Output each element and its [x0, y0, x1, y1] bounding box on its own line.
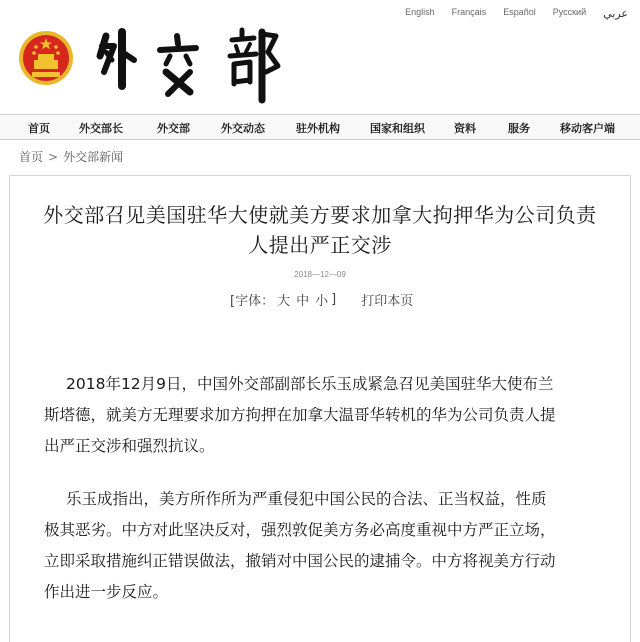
- breadcrumb-home[interactable]: 首页: [19, 150, 44, 164]
- paragraph-line: 乐玉成指出，美方所作所为严重侵犯中国公民的合法、正当权益，性质: [66, 490, 547, 508]
- lang-english[interactable]: English: [405, 7, 435, 17]
- nav-services[interactable]: 服务: [508, 122, 530, 135]
- nav-resources[interactable]: 资料: [454, 122, 476, 135]
- font-size-large-button[interactable]: 大: [277, 294, 291, 309]
- article-title-line: 人提出严正交涉: [248, 233, 392, 257]
- font-size-label: [字体：: [230, 294, 275, 309]
- main-nav: [0, 114, 640, 140]
- language-bar: [388, 7, 628, 20]
- ministry-logo[interactable]: [92, 22, 282, 104]
- nav-countries-organizations[interactable]: 国家和组织: [370, 122, 425, 135]
- article-paragraph: [44, 484, 606, 608]
- article-tools: [230, 290, 413, 309]
- lang-french[interactable]: Français: [451, 7, 487, 17]
- national-emblem-icon[interactable]: [18, 30, 74, 86]
- breadcrumb: [19, 148, 123, 165]
- nav-mobile-client[interactable]: 移动客户端: [560, 122, 615, 135]
- article-date: 2018—12—09: [294, 270, 346, 279]
- print-page-button[interactable]: 打印本页: [361, 294, 414, 309]
- nav-diplomatic-news[interactable]: 外交动态: [221, 122, 265, 135]
- article-paragraph: [44, 369, 606, 462]
- lang-russian[interactable]: Русский: [552, 7, 587, 17]
- lang-spanish[interactable]: Español: [503, 7, 536, 17]
- nav-home[interactable]: 首页: [28, 122, 50, 135]
- paragraph-line: 立即采取措施纠正错误做法，撤销对中国公民的逮捕令。中方将视美方行动: [44, 552, 556, 570]
- article-title: [30, 200, 610, 260]
- font-size-small-button[interactable]: 小: [315, 294, 329, 309]
- paragraph-line: 极其恶劣。中方对此坚决反对，强烈敦促美方务必高度重视中方严正立场，: [44, 521, 556, 539]
- font-size-bracket: ]: [331, 292, 337, 307]
- lang-arabic[interactable]: عربي: [603, 8, 628, 20]
- paragraph-line: 作出进一步反应。: [44, 583, 169, 601]
- paragraph-line: 出严正交涉和强烈抗议。: [44, 437, 215, 455]
- font-size-medium-button[interactable]: 中: [296, 294, 310, 309]
- nav-ministry[interactable]: 外交部: [157, 122, 190, 135]
- breadcrumb-section[interactable]: 外交部新闻: [63, 150, 124, 164]
- nav-foreign-minister[interactable]: 外交部长: [79, 122, 123, 135]
- nav-embassies[interactable]: 驻外机构: [296, 122, 340, 135]
- paragraph-line: 斯塔德，就美方无理要求加方拘押在加拿大温哥华转机的华为公司负责人提: [44, 406, 556, 424]
- paragraph-line: 2018年12月9日，中国外交部副部长乐玉成紧急召见美国驻华大使布兰: [66, 375, 554, 393]
- breadcrumb-separator: >: [48, 149, 59, 164]
- article-title-line: 外交部召见美国驻华大使就美方要求加拿大拘押华为公司负责: [43, 203, 597, 227]
